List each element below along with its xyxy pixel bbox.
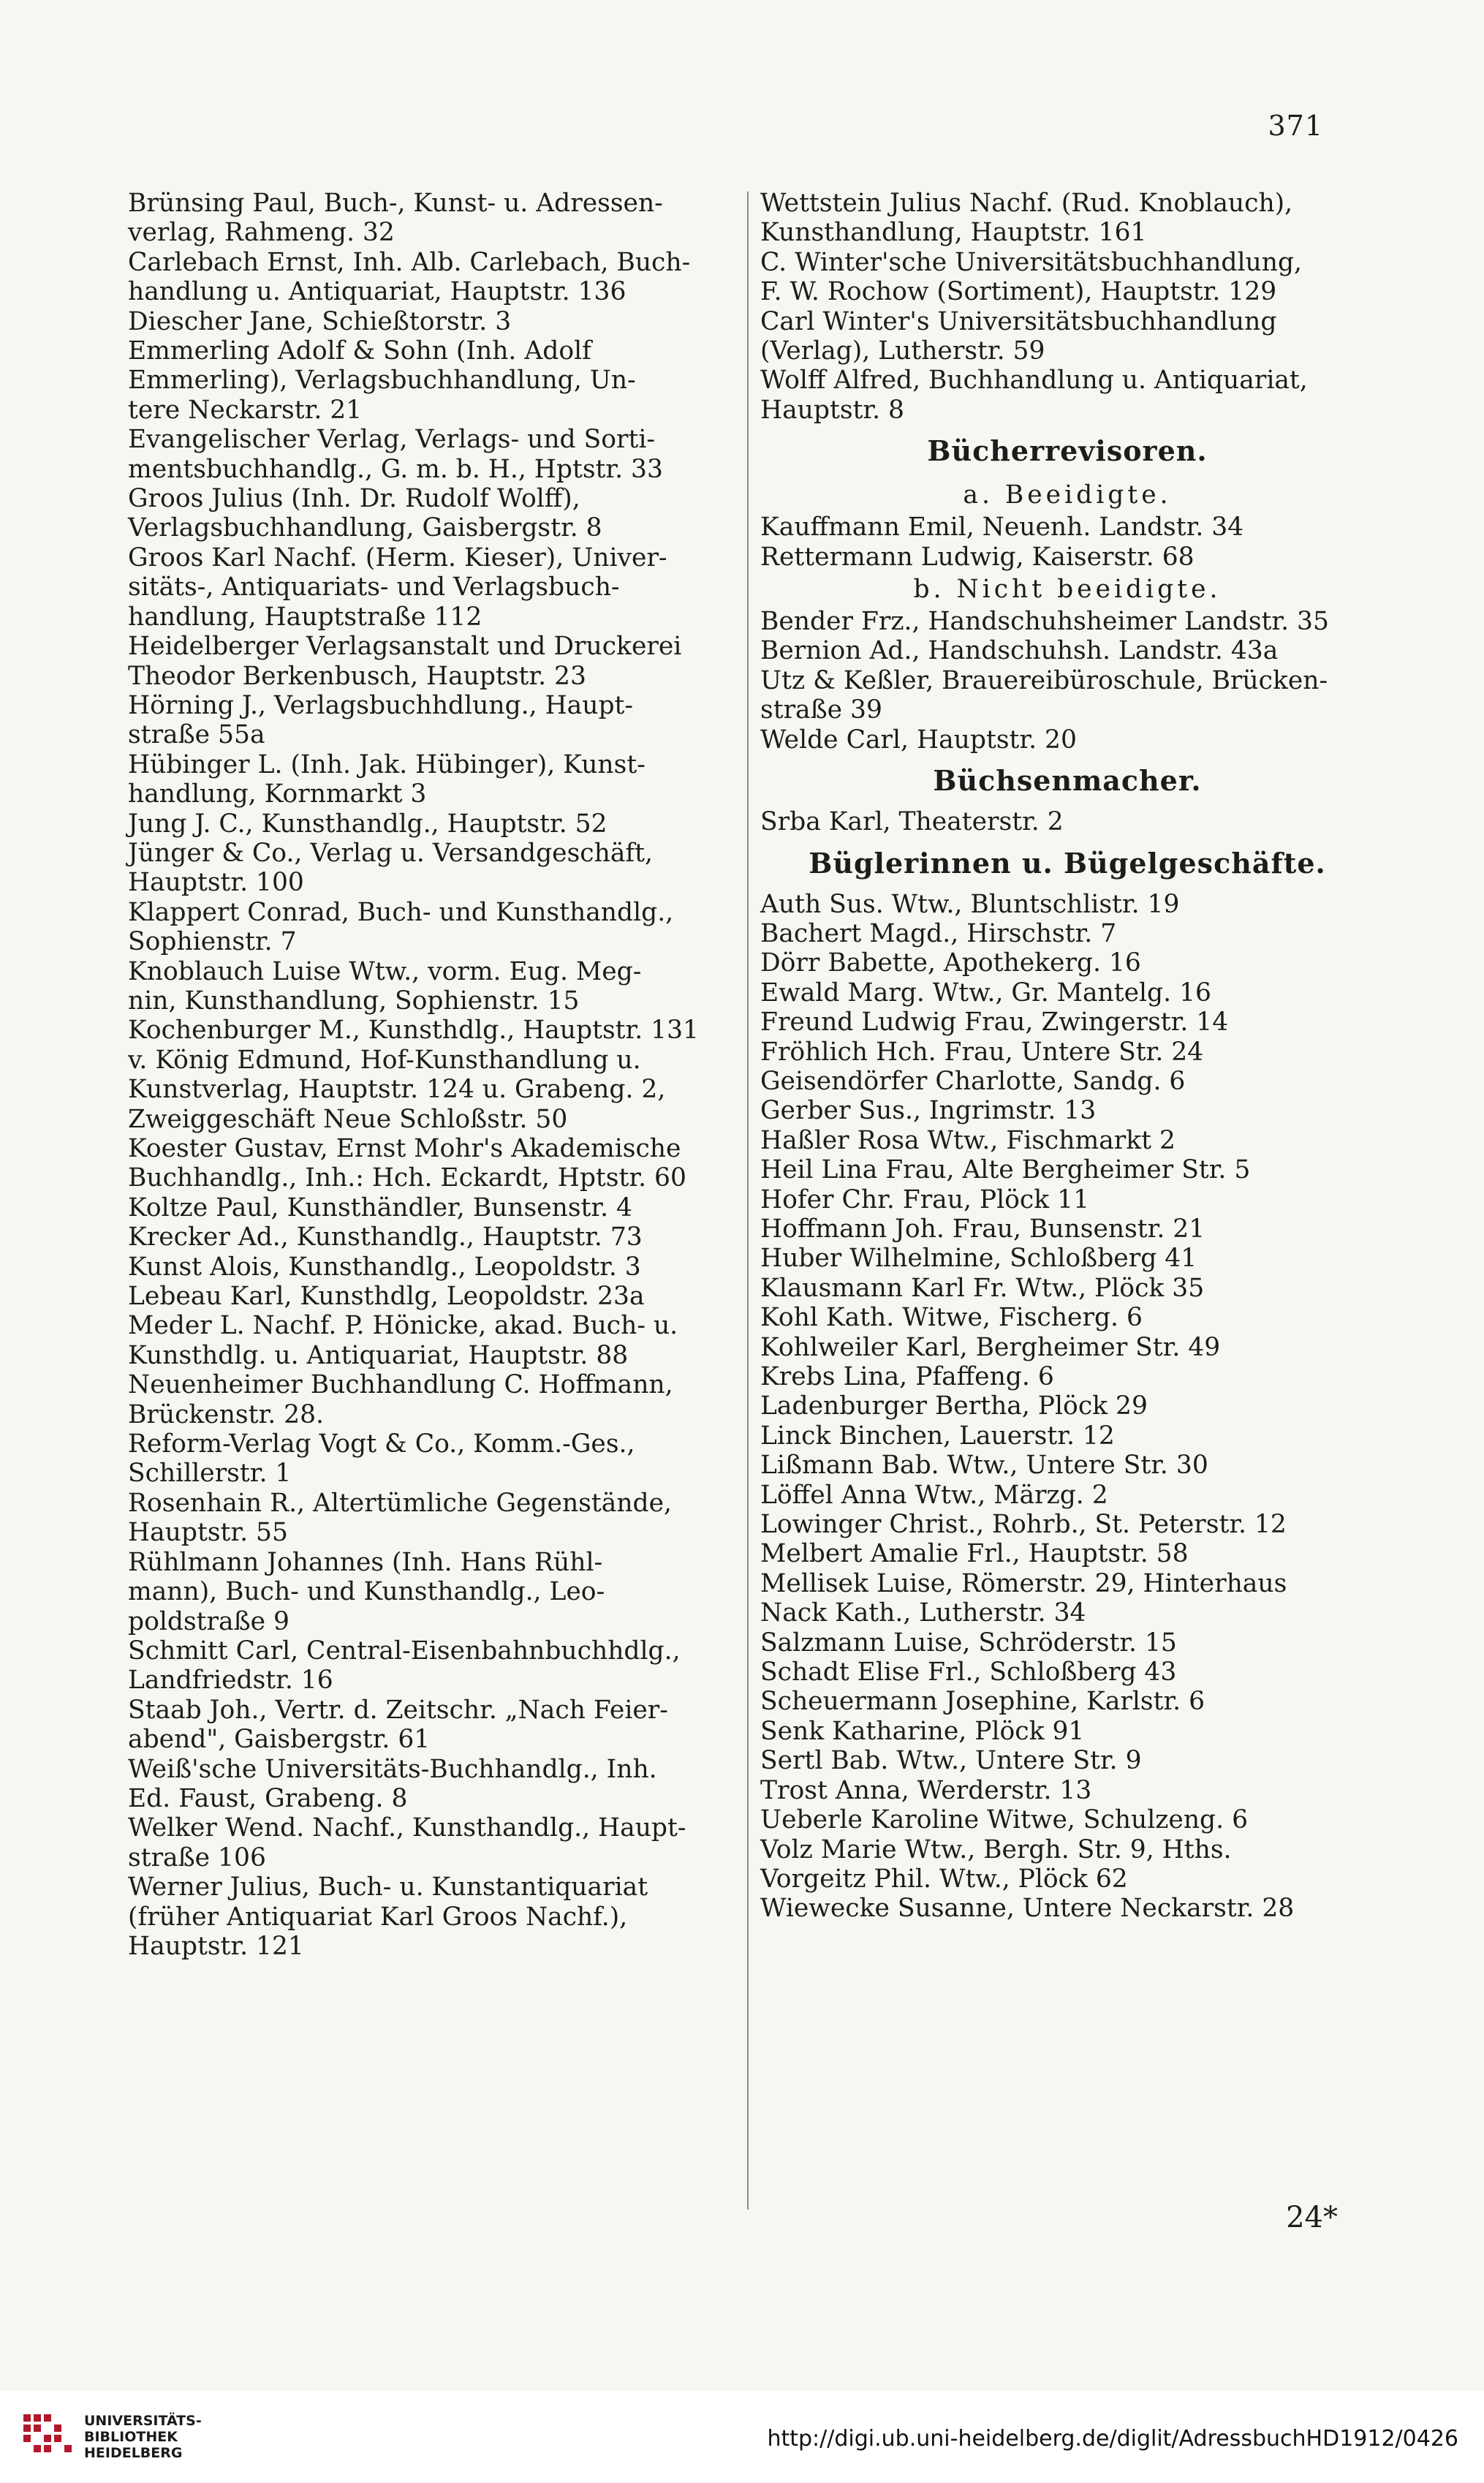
entry-line: Kunstverlag, Hauptstr. 124 u. Grabeng. 2,	[128, 1075, 666, 1105]
directory-entry	[760, 890, 1374, 919]
entry-line: Rühlmann Johannes (Inh. Hans Rühl-	[128, 1547, 603, 1577]
entry-line: Weiß'sche Universitäts-Buchhandlg., Inh.	[128, 1754, 657, 1784]
left-column	[128, 189, 742, 1961]
entry-line: Linck Binchen, Lauerstr. 12	[760, 1421, 1115, 1451]
entry-line: Neuenheimer Buchhandlung C. Hoffmann,	[128, 1370, 673, 1400]
entry-line: Koester Gustav, Ernst Mohr's Akademische	[128, 1134, 681, 1163]
directory-entry	[128, 543, 742, 632]
directory-entry	[128, 1813, 742, 1872]
directory-entry	[128, 1311, 742, 1370]
directory-entry	[760, 666, 1374, 725]
directory-entry	[760, 1038, 1374, 1067]
entry-line: Klausmann Karl Fr. Wtw., Plöck 35	[760, 1273, 1205, 1303]
section-heading: Bücherrevisoren.	[927, 434, 1208, 468]
entry-line: Hübinger L. (Inh. Jak. Hübinger), Kunst-	[128, 749, 646, 779]
entry-line: Emmerling), Verlagsbuchhandlung, Un-	[128, 366, 636, 396]
entry-line: Landfriedstr. 16	[128, 1666, 333, 1696]
entry-line: Staab Joh., Vertr. d. Zeitschr. „Nach Feier-	[128, 1695, 668, 1725]
directory-entry	[760, 1894, 1374, 1923]
directory-entry	[760, 1214, 1374, 1244]
entry-line: Kohlweiler Karl, Bergheimer Str. 49	[760, 1332, 1221, 1362]
entry-line: Schmitt Carl, Central-Eisenbahnbuchhdlg.,	[128, 1636, 681, 1666]
entry-line: Lowinger Christ., Rohrb., St. Peterstr. 12	[760, 1510, 1287, 1540]
directory-entry	[128, 1755, 742, 1814]
entry-line: Löffel Anna Wtw., Märzg. 2	[760, 1480, 1108, 1510]
directory-entry	[760, 307, 1374, 366]
entry-line: Kunsthdlg. u. Antiquariat, Hauptstr. 88	[128, 1340, 629, 1370]
directory-entry	[128, 750, 742, 809]
directory-entry	[128, 898, 742, 957]
entry-line: nin, Kunsthandlung, Sophienstr. 15	[128, 986, 580, 1016]
directory-entry	[760, 607, 1374, 636]
entry-line: Hauptstr. 100	[128, 868, 304, 898]
entry-line: Zweiggeschäft Neue Schloßstr. 50	[128, 1104, 568, 1134]
directory-entry	[760, 1628, 1374, 1658]
entry-line: Buchhandlg., Inh.: Hch. Eckardt, Hptstr. 60	[128, 1163, 686, 1193]
entry-line: straße 106	[128, 1843, 266, 1872]
entry-line: Schillerstr. 1	[128, 1459, 292, 1489]
entry-line: Salzmann Luise, Schröderstr. 15	[760, 1628, 1177, 1658]
entry-line: Krecker Ad., Kunsthandlg., Hauptstr. 73	[128, 1222, 643, 1252]
directory-entry	[128, 1222, 742, 1252]
directory-entry	[760, 1451, 1374, 1480]
entry-line: mentsbuchhandlg., G. m. b. H., Hptstr. 33	[128, 454, 663, 484]
entry-line: Senk Katharine, Plöck 91	[760, 1716, 1085, 1746]
entry-line: handlung, Hauptstraße 112	[128, 602, 482, 632]
directory-entry	[760, 1717, 1374, 1746]
directory-entry	[128, 632, 742, 691]
entry-line: Brückenstr. 28.	[128, 1399, 324, 1429]
entry-line: Lebeau Karl, Kunsthdlg, Leopoldstr. 23a	[128, 1282, 645, 1312]
entry-line: C. Winter'sche Universitätsbuchhandlung,	[760, 247, 1303, 277]
entry-line: Lißmann Bab. Wtw., Untere Str. 30	[760, 1451, 1208, 1481]
entry-line: Jünger & Co., Verlag u. Versandgeschäft,	[128, 838, 653, 868]
directory-entry	[128, 957, 742, 1016]
library-logo-icon	[22, 2413, 73, 2461]
footer-bar	[0, 2391, 1484, 2483]
directory-entry	[760, 1539, 1374, 1568]
entry-line: (früher Antiquariat Karl Groos Nachf.),	[128, 1902, 628, 1932]
entry-line: Ladenburger Bertha, Plöck 29	[760, 1391, 1148, 1421]
entry-line: Vorgeitz Phil. Wtw., Plöck 62	[760, 1864, 1128, 1894]
directory-entry	[760, 1333, 1374, 1362]
entry-line: handlung u. Antiquariat, Hauptstr. 136	[128, 277, 626, 307]
directory-entry	[128, 307, 742, 336]
entry-line: Jung J. C., Kunsthandlg., Hauptstr. 52	[128, 809, 607, 839]
library-name: UNIVERSITÄTS- BIBLIOTHEK HEIDELBERG	[84, 2413, 202, 2461]
directory-entry	[128, 839, 742, 898]
directory-entry	[128, 189, 742, 248]
entry-line: Meder L. Nachf. P. Hönicke, akad. Buch- u.	[128, 1311, 678, 1341]
entry-line: Verlagsbuchhandlung, Gaisbergstr. 8	[128, 513, 602, 543]
entry-line: Dörr Babette, Apothekerg. 16	[760, 948, 1141, 978]
entry-line: Bender Frz., Handschuhsheimer Landstr. 35	[760, 607, 1329, 637]
entry-line: Kauffmann Emil, Neuenh. Landstr. 34	[760, 513, 1244, 543]
entry-line: verlag, Rahmeng. 32	[128, 218, 395, 248]
entry-line: Freund Ludwig Frau, Zwingerstr. 14	[760, 1008, 1229, 1038]
entry-line: Koltze Paul, Kunsthändler, Bunsenstr. 4	[128, 1193, 632, 1222]
entry-line: Melbert Amalie Frl., Hauptstr. 58	[760, 1539, 1189, 1569]
source-url-link[interactable]: http://digi.ub.uni-heidelberg.de/diglit/AdressbuchHD1912/0426	[767, 2426, 1458, 2452]
subsection-label: a. Beeidigte.	[963, 480, 1172, 510]
subsection-label: b. Nicht beeidigte.	[913, 575, 1222, 605]
entry-line: Ewald Marg. Wtw., Gr. Mantelg. 16	[760, 978, 1211, 1008]
entry-line: Krebs Lina, Pfaffeng. 6	[760, 1362, 1054, 1391]
directory-entry	[760, 1303, 1374, 1332]
entry-line: Rettermann Ludwig, Kaiserstr. 68	[760, 542, 1195, 572]
entry-line: Kunsthandlung, Hauptstr. 161	[760, 218, 1147, 248]
directory-entry	[760, 1421, 1374, 1451]
directory-entry	[128, 1282, 742, 1311]
entry-line: Hoffmann Joh. Frau, Bunsenstr. 21	[760, 1214, 1205, 1244]
directory-entry	[760, 1864, 1374, 1894]
entry-line: Heidelberger Verlagsanstalt und Druckerei	[128, 632, 682, 662]
entry-line: sitäts-, Antiquariats- und Verlagsbuch-	[128, 572, 620, 602]
directory-entry	[128, 1252, 742, 1282]
entry-line: poldstraße 9	[128, 1606, 289, 1636]
entry-line: Groos Julius (Inh. Dr. Rudolf Wolff),	[128, 484, 580, 514]
directory-entry	[760, 248, 1374, 307]
directory-entry	[760, 978, 1374, 1008]
directory-entry	[760, 513, 1374, 542]
entry-line: Utz & Keßler, Brauereibüroschule, Brücken-	[760, 665, 1328, 695]
directory-entry	[760, 1008, 1374, 1037]
entry-line: Volz Marie Wtw., Bergh. Str. 9, Hths.	[760, 1834, 1232, 1864]
entry-line: Sophienstr. 7	[128, 927, 297, 957]
entry-line: straße 55a	[128, 720, 265, 750]
directory-entry	[760, 1244, 1374, 1273]
entry-line: Rosenhain R., Altertümliche Gegenstände,	[128, 1488, 673, 1518]
entry-line: Auth Sus. Wtw., Bluntschlistr. 19	[760, 889, 1180, 919]
entry-line: Hörning J., Verlagsbuchhdlung., Haupt-	[128, 690, 634, 720]
entry-line: Welde Carl, Hauptstr. 20	[760, 725, 1077, 755]
entry-line: abend", Gaisbergstr. 61	[128, 1725, 431, 1755]
entry-line: Ueberle Karoline Witwe, Schulzeng. 6	[760, 1805, 1249, 1835]
entry-line: Hauptstr. 121	[128, 1931, 304, 1961]
entry-line: Diescher Jane, Schießtorstr. 3	[128, 306, 512, 336]
entry-line: Bernion Ad., Handschuhsh. Landstr. 43a	[760, 636, 1279, 666]
sheet-signature: 24*	[1286, 2201, 1338, 2234]
directory-entry	[760, 543, 1374, 572]
directory-entry	[128, 425, 742, 484]
entry-line: Fröhlich Hch. Frau, Untere Str. 24	[760, 1037, 1204, 1067]
section-heading: Büchsenmacher.	[933, 764, 1202, 798]
entry-line: Reform-Verlag Vogt & Co., Komm.-Ges.,	[128, 1429, 635, 1459]
right-column	[760, 189, 1374, 1924]
directory-entry	[128, 1193, 742, 1222]
entry-line: F. W. Rochow (Sortiment), Hauptstr. 129	[760, 277, 1277, 307]
directory-entry	[760, 1274, 1374, 1303]
directory-entry	[760, 366, 1374, 425]
directory-entry	[128, 1548, 742, 1636]
directory-entry	[760, 1391, 1374, 1421]
entry-line: Klappert Conrad, Buch- und Kunsthandlg.,	[128, 897, 674, 927]
page-number: 371	[1268, 110, 1323, 142]
entry-line: (Verlag), Lutherstr. 59	[760, 336, 1045, 366]
entry-line: Bachert Magd., Hirschstr. 7	[760, 918, 1117, 948]
entry-line: Sertl Bab. Wtw., Untere Str. 9	[760, 1746, 1142, 1776]
entry-line: Knoblauch Luise Wtw., vorm. Eug. Meg-	[128, 956, 642, 986]
entry-line: Kohl Kath. Witwe, Fischerg. 6	[760, 1303, 1143, 1333]
entry-line: Hauptstr. 55	[128, 1518, 288, 1548]
directory-entry	[128, 484, 742, 543]
entry-line: Kunst Alois, Kunsthandlg., Leopoldstr. 3	[128, 1252, 641, 1282]
directory-entry	[760, 1510, 1374, 1539]
entry-line: Carlebach Ernst, Inh. Alb. Carlebach, Buch-	[128, 247, 691, 277]
section-heading: Büglerinnen u. Bügelgeschäfte.	[809, 846, 1326, 880]
entry-line: Wiewecke Susanne, Untere Neckarstr. 28	[760, 1894, 1295, 1924]
entry-line: Trost Anna, Werderstr. 13	[760, 1775, 1092, 1805]
directory-entry	[760, 1185, 1374, 1214]
directory-entry	[760, 1835, 1374, 1864]
directory-entry	[128, 248, 742, 307]
directory-entry	[128, 1046, 742, 1134]
entry-line: tere Neckarstr. 21	[128, 395, 363, 425]
entry-line: Kochenburger M., Kunsthdlg., Hauptstr. 131	[128, 1016, 700, 1046]
entry-line: Welker Wend. Nachf., Kunsthandlg., Haupt-	[128, 1813, 686, 1843]
directory-entry	[760, 1126, 1374, 1155]
directory-entry	[128, 336, 742, 425]
directory-entry	[760, 1067, 1374, 1096]
entry-line: Haßler Rosa Wtw., Fischmarkt 2	[760, 1125, 1176, 1155]
directory-entry	[760, 1481, 1374, 1510]
entry-line: Wettstein Julius Nachf. (Rud. Knoblauch),	[760, 189, 1293, 218]
entry-line: Emmerling Adolf & Sohn (Inh. Adolf	[128, 336, 591, 366]
directory-entry	[760, 1687, 1374, 1716]
directory-entry	[760, 1362, 1374, 1391]
entry-line: Hauptstr. 8	[760, 395, 904, 425]
directory-entry	[760, 1776, 1374, 1805]
directory-entry	[128, 1872, 742, 1961]
entry-line: Brünsing Paul, Buch-, Kunst- u. Adressen-	[128, 189, 663, 218]
directory-entry	[760, 948, 1374, 978]
entry-line: Ed. Faust, Grabeng. 8	[128, 1783, 408, 1813]
directory-entry	[760, 1598, 1374, 1628]
directory-entry	[128, 1696, 742, 1755]
entry-line: Heil Lina Frau, Alte Bergheimer Str. 5	[760, 1155, 1251, 1185]
directory-entry	[760, 1155, 1374, 1184]
directory-entry	[128, 809, 742, 839]
entry-line: Srba Karl, Theaterstr. 2	[760, 807, 1064, 837]
entry-line: Scheuermann Josephine, Karlstr. 6	[760, 1687, 1205, 1717]
directory-entry	[760, 636, 1374, 665]
entry-line: Hofer Chr. Frau, Plöck 11	[760, 1184, 1090, 1214]
directory-entry	[760, 807, 1374, 836]
entry-line: Nack Kath., Lutherstr. 34	[760, 1598, 1086, 1628]
directory-entry	[128, 1370, 742, 1429]
entry-line: Groos Karl Nachf. (Herm. Kieser), Univer-	[128, 543, 667, 572]
directory-entry	[760, 1569, 1374, 1598]
entry-line: mann), Buch- und Kunsthandlg., Leo-	[128, 1577, 605, 1607]
entry-line: straße 39	[760, 695, 882, 725]
entry-line: Gerber Sus., Ingrimstr. 13	[760, 1096, 1097, 1126]
directory-entry	[760, 1096, 1374, 1125]
directory-entry	[760, 725, 1374, 755]
directory-entry	[760, 1658, 1374, 1687]
directory-entry	[128, 691, 742, 750]
entry-line: Mellisek Luise, Römerstr. 29, Hinterhaus	[760, 1568, 1287, 1598]
column-divider	[747, 192, 749, 2210]
entry-line: Huber Wilhelmine, Schloßberg 41	[760, 1244, 1197, 1274]
entry-line: Werner Julius, Buch- u. Kunstantiquariat	[128, 1872, 648, 1902]
directory-entry	[760, 189, 1374, 248]
directory-entry	[128, 1636, 742, 1696]
directory-entry	[760, 1805, 1374, 1834]
entry-line: Carl Winter's Universitätsbuchhandlung	[760, 306, 1277, 336]
entry-line: Theodor Berkenbusch, Hauptstr. 23	[128, 661, 586, 691]
directory-entry	[128, 1134, 742, 1193]
directory-entry	[128, 1016, 742, 1045]
directory-entry	[760, 919, 1374, 948]
entry-line: Evangelischer Verlag, Verlags- und Sorti-	[128, 425, 656, 455]
entry-line: Wolff Alfred, Buchhandlung u. Antiquariat,	[760, 366, 1308, 396]
directory-entry	[128, 1429, 742, 1489]
directory-entry	[760, 1746, 1374, 1775]
entry-line: Geisendörfer Charlotte, Sandg. 6	[760, 1066, 1186, 1096]
entry-line: Schadt Elise Frl., Schloßberg 43	[760, 1658, 1177, 1688]
directory-entry	[128, 1489, 742, 1548]
entry-line: handlung, Kornmarkt 3	[128, 779, 427, 809]
entry-line: v. König Edmund, Hof-Kunsthandlung u.	[128, 1045, 641, 1075]
